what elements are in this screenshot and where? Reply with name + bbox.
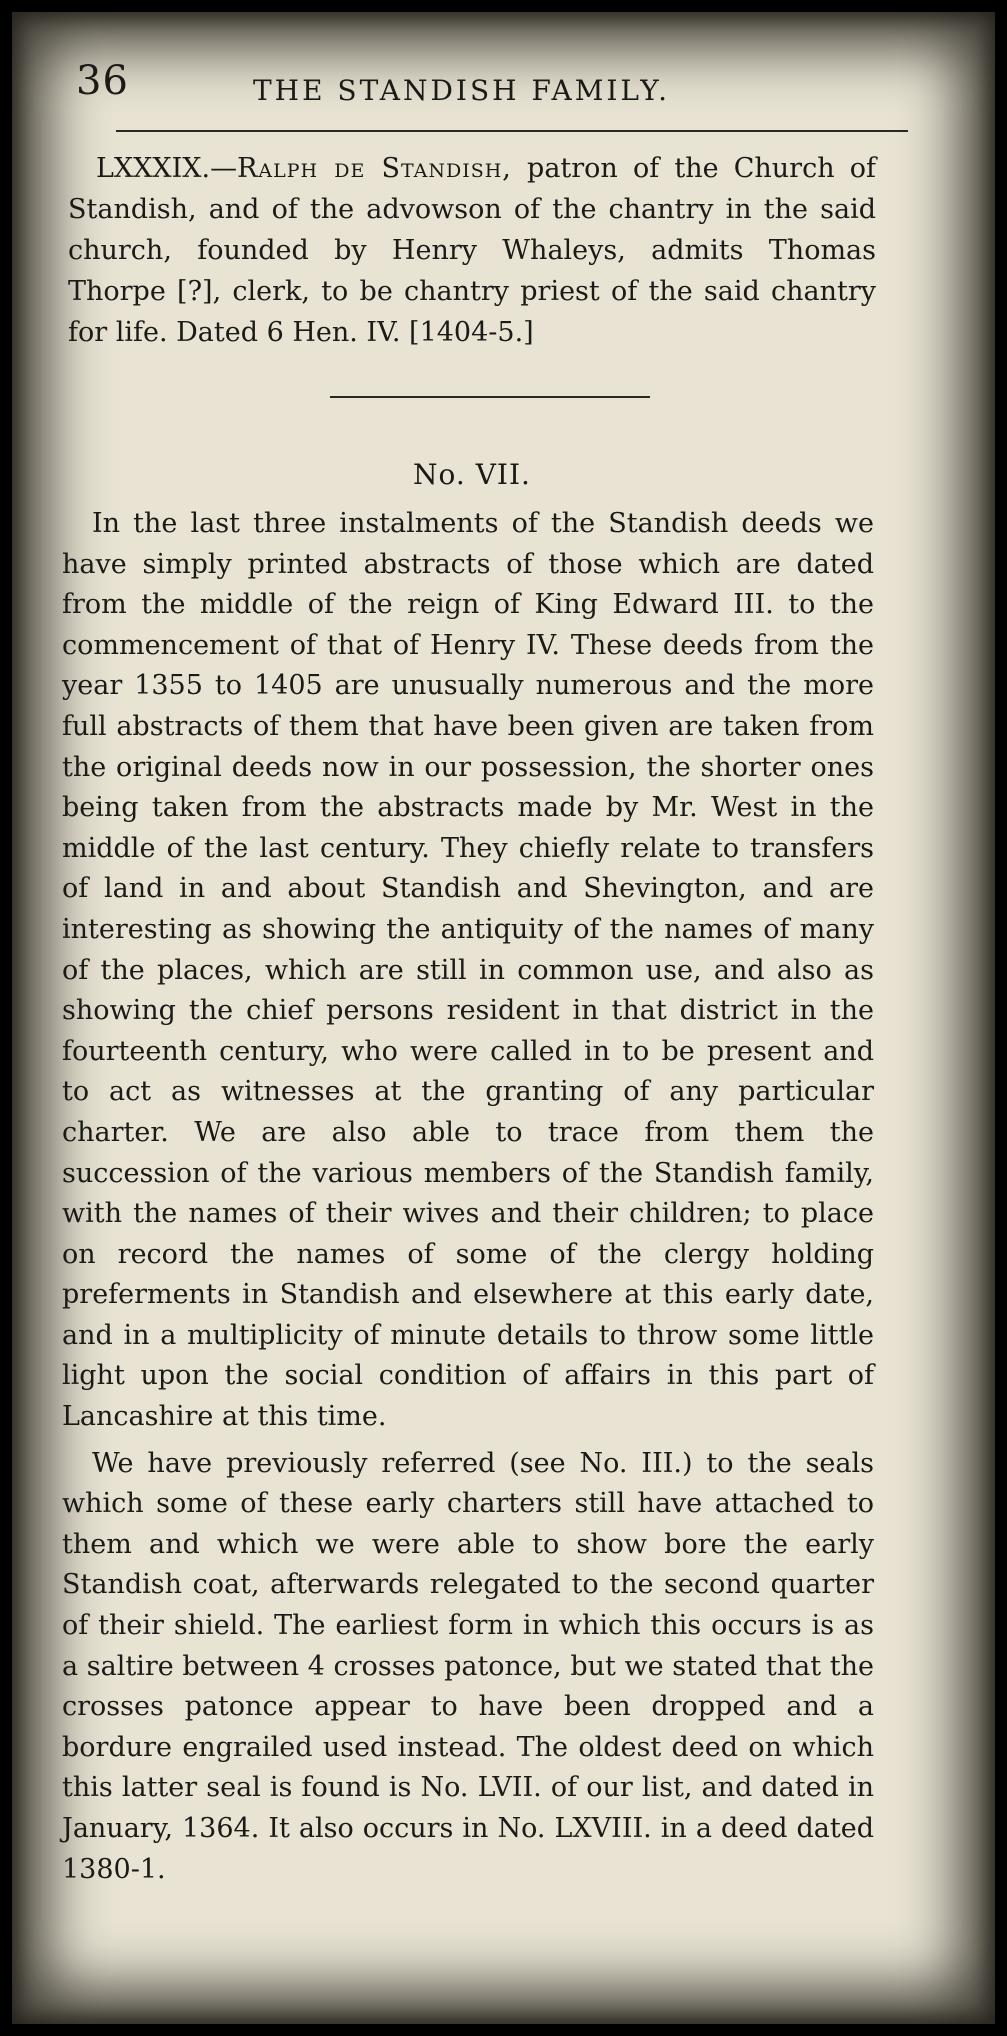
page-header (68, 48, 876, 110)
deed-entry (68, 148, 876, 353)
section-divider (330, 396, 650, 398)
paragraph: We have previously referred (see No. III.) to the seals which some of these early charters still have attached to them and which we were able to show bore the early Standish coat, afterwards relegated to the second quarter of their shield. The earliest form in which this occurs is as a saltire between 4 crosses patonce, but we stated that the crosses patonce appear to have been dropped and a bordure engrailed used instead. The oldest deed on which this latter seal is found is No. LVII. of our list, and dated in January, 1364. It also occurs in No. LXVIII. in a deed dated 1380-1. (62, 1447, 874, 1885)
section-heading: No. VII. (413, 458, 531, 491)
entry-text: patron of the Church of Standish, and of the advowson of the chantry in the said church, founded by Henry Whaleys, admits Thomas Thorpe [?], clerk, to be chantry priest of the said chantry for life. Dated 6 Hen. IV. [1404-5.] (68, 153, 876, 348)
page-content (62, 48, 876, 1885)
entry-name: Ralph de Standish, (237, 153, 512, 184)
page-number: 36 (76, 58, 129, 104)
running-title: THE STANDISH FAMILY. (253, 74, 671, 107)
section-body (62, 504, 874, 1890)
entry-number: LXXXIX.— (96, 153, 238, 184)
paragraph: In the last three instalments of the Standish deeds we have simply printed abstracts of those which are dated from the middle of the reign of King Edward III. to the commencement of that of Henry IV. These deeds from the year 1355 to 1405 are unusually numerous and the more full abstracts of them that have been given are taken from the original deeds now in our possession, the shorter ones being taken from the abstracts made by Mr. West in the middle of the last century. They chiefly relate to transfers of land in and about Standish and Shevington, and are interesting as showing the antiquity of the names of many of the places, which are still in common use, and also as showing the chief persons resident in that district in the fourteenth century, who were called in to be present and to act as witnesses at the granting of any particular charter. We are also able to trace from them the succession of the various members of the Standish family, with the names of their wives and their children; to place on record the names of some of the clergy holding preferments in Standish and elsewhere at this early date, and in a multiplicity of minute details to throw some little light upon the social condition of affairs in this part of Lancashire at this time. (62, 508, 874, 1433)
header-rule (116, 130, 908, 132)
book-page (12, 12, 995, 2024)
